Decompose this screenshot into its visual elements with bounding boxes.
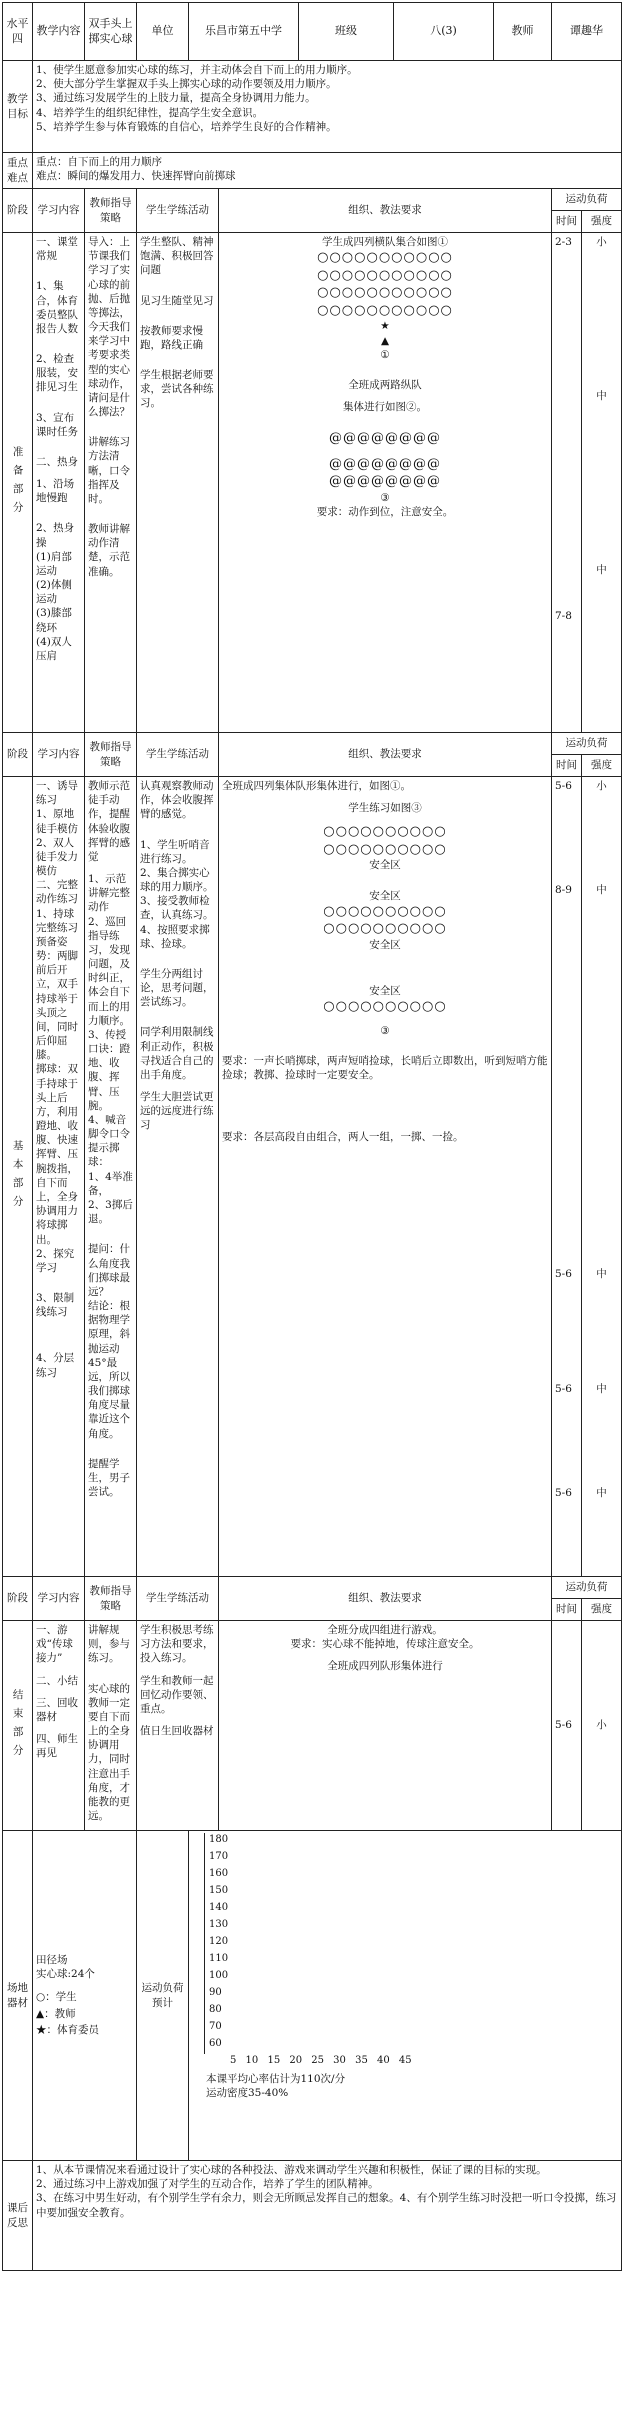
- end-teacher-item: 实心球的教师一定要自下而上的全身协调用力，同时注意出手角度，才能教的更远。: [88, 1682, 130, 1823]
- y-tick-label: 170: [209, 1851, 229, 1862]
- basic-requirement: 要求：一声长哨掷球，两声短哨捡球，长哨后立即数出，听到短哨方能捡球；教掷、捡球时一定要安全。: [222, 1054, 548, 1082]
- basic-formation-title2: 学生练习如图③: [348, 802, 422, 815]
- key-points: [33, 153, 622, 189]
- student-row: ○○○○○○○○○○○: [317, 250, 453, 266]
- col-load: 运动负荷: [552, 733, 622, 755]
- x-tick-label: 30: [333, 2055, 356, 2066]
- legend-teacher: ▲：教师: [36, 2007, 76, 2020]
- prep-formation-title: 学生成四列横队集合如图①: [322, 236, 448, 248]
- basic-teacher-item: 1、示范讲解完整动作: [88, 873, 130, 914]
- venue-item: 田径场: [36, 1954, 68, 1967]
- col-org: 组织、教法要求: [219, 733, 552, 777]
- prep-content-item: 2、热身操: [36, 522, 75, 549]
- time-value: 5-6: [555, 780, 572, 792]
- col-load: 运动负荷: [552, 1577, 622, 1599]
- basic-teacher-item: 2、3掷后退。: [88, 1198, 133, 1226]
- col-stage: 阶段: [3, 733, 33, 777]
- time-value: 8-9: [555, 884, 572, 897]
- figure-number: ③: [380, 1024, 390, 1037]
- basic-section: [3, 777, 622, 1577]
- col-intensity: 强度: [582, 211, 622, 233]
- basic-student-item: 学生分两组讨论，思考问题，尝试练习。: [140, 967, 214, 1009]
- prep-teacher-item: 导入：上节课我们学习了实心球的前抛、后抛等掷法，今天我们来学习中考要求类型的实心球动作，请问是什么掷法？: [88, 236, 130, 419]
- basic-times: [552, 777, 582, 1577]
- student-row: @@@@@@@@: [329, 431, 441, 447]
- content-value: 双手头上掷实心球: [85, 3, 137, 61]
- student-row: ○○○○○○○○○○: [323, 824, 447, 840]
- safe-zone-label: 安全区: [369, 859, 401, 872]
- prep-column-header-top: [3, 189, 622, 211]
- student-row: @@@@@@@@: [329, 474, 441, 490]
- y-tick-label: 70: [209, 2021, 222, 2032]
- basic-content-item: 掷球：双手持球于头上后方，利用蹬地、收腹、快速挥臂、压腕拨指，自下而上，全身协调用力将球掷出。: [36, 1063, 78, 1246]
- end-times: [552, 1621, 582, 1831]
- chart-summary: [206, 2072, 618, 2100]
- intensity-value: 小: [596, 236, 607, 248]
- exercise-density: 运动密度35-40%: [206, 2086, 289, 2099]
- end-org-line: 要求：实心球不能掉地，传球注意安全。: [290, 1638, 480, 1651]
- prep-section: [3, 233, 622, 733]
- teacher-value: 谭趣华: [552, 3, 622, 61]
- venue-items: [33, 1831, 137, 2161]
- difficult-point: 难点：瞬间的爆发用力、快速挥臂向前掷球: [36, 170, 236, 183]
- chart-x-axis: [230, 2054, 618, 2068]
- load-curve-chart: [189, 1831, 622, 2161]
- prep-content-item: (3)膝部绕环: [36, 607, 72, 634]
- col-time: 时间: [552, 755, 582, 777]
- end-student-item: 值日生回收器材: [140, 1725, 214, 1738]
- student-row: ○○○○○○○○○○: [323, 999, 447, 1015]
- basic-student-item: 认真观察教师动作，体会收腹挥臂的感觉。: [140, 780, 214, 821]
- basic-content: [33, 777, 85, 1577]
- unit-label: 单位: [137, 3, 189, 61]
- basic-teacher-item: 结论：根据物理学原理，斜抛运动45°最远，所以我们掷球角度尽量靠近这个角度。: [88, 1300, 130, 1440]
- student-row: ○○○○○○○○○○○: [317, 302, 453, 318]
- objective-item: 1、使学生愿意参加实心球的练习，并主动体会自下而上的用力顺序。: [36, 64, 358, 76]
- intensity-value: 中: [596, 564, 607, 577]
- y-tick-label: 90: [209, 1987, 222, 1998]
- intensity-value: 小: [596, 780, 607, 792]
- objectives-label: 教学目标: [3, 61, 33, 153]
- intensity-value: 中: [596, 1382, 607, 1395]
- prep-content-item: 1、沿场地慢跑: [36, 478, 75, 505]
- objective-item: 4、培养学生的组织纪律性，提高学生安全意识。: [36, 106, 264, 119]
- prep-student-item: 学生根据老师要求，尝试各种练习。: [140, 369, 214, 410]
- prep-content-item: (4)双人压肩: [36, 635, 72, 662]
- col-teacher: 教师指导策略: [85, 189, 137, 233]
- student-row: @@@@@@@@: [329, 456, 441, 472]
- venue-section: [3, 1831, 622, 2161]
- col-org: 组织、教法要求: [219, 189, 552, 233]
- end-section: [3, 1621, 622, 1831]
- col-student: 学生学练活动: [137, 189, 219, 233]
- end-content-item: 二、小结: [36, 1674, 78, 1687]
- legend-monitor: ★：体育委员: [36, 2023, 99, 2036]
- x-tick-label: 10: [245, 2055, 268, 2066]
- prep-student-item: 按教师要求慢跑，路线正确: [140, 324, 203, 351]
- y-tick-label: 80: [209, 2004, 222, 2015]
- objectives-list: [33, 61, 622, 153]
- basic-teacher-item: 提醒学生，男子尝试。: [88, 1457, 130, 1499]
- reflection-label: 课后反思: [3, 2161, 33, 2271]
- safe-zone-label: 安全区: [369, 889, 401, 902]
- legend-student: ○：学生: [36, 1991, 77, 2004]
- prep-content-item: 一、课堂常规: [36, 236, 78, 263]
- star-icon: ★: [380, 320, 390, 333]
- basic-teacher: [85, 777, 137, 1577]
- basic-intensity: [582, 777, 622, 1577]
- prep-formation-title2: 全班成两路纵队: [348, 378, 422, 391]
- time-value: 5-6: [555, 1382, 572, 1395]
- end-content: [33, 1621, 85, 1831]
- col-load: 运动负荷: [552, 189, 622, 211]
- col-stage: 阶段: [3, 1577, 33, 1621]
- student-row: ○○○○○○○○○○○: [317, 267, 453, 283]
- prep-student: [137, 233, 219, 733]
- end-org: [219, 1621, 552, 1831]
- basic-student-item: 学生大胆尝试更远的远度进行练习: [140, 1091, 214, 1132]
- y-tick-label: 100: [209, 1970, 229, 1981]
- basic-student-item: 同学利用限制线利正动作，积极寻找适合自己的出手角度。: [140, 1026, 214, 1081]
- x-tick-label: 45: [398, 2055, 412, 2066]
- y-tick-label: 130: [209, 1919, 229, 1930]
- intensity-value: 中: [596, 390, 607, 403]
- basic-column-header-top: [3, 733, 622, 755]
- end-content-item: 一、游戏“传球接力”: [36, 1624, 73, 1665]
- intensity-value: 中: [596, 1268, 607, 1281]
- end-content-item: 三、回收器材: [36, 1696, 78, 1723]
- time-value: 5-6: [555, 1486, 572, 1499]
- reflection-section: [3, 2161, 622, 2271]
- y-tick-label: 180: [209, 1834, 229, 1845]
- y-tick-label: 110: [209, 1953, 229, 1964]
- end-column-header-top: [3, 1577, 622, 1599]
- key-points-label: 重点难点: [3, 153, 33, 189]
- x-tick-label: 15: [267, 2055, 290, 2066]
- class-value: 八(3): [394, 3, 494, 61]
- col-content: 学习内容: [33, 733, 85, 777]
- triangle-icon: ▲: [380, 334, 390, 347]
- student-row: ○○○○○○○○○○○: [317, 285, 453, 301]
- safe-zone-label: 安全区: [369, 938, 401, 951]
- header-row: [3, 3, 622, 61]
- load-curve-label: 运动负荷预计: [137, 1831, 189, 2161]
- objective-item: 5、培养学生参与体育锻炼的自信心，培养学生良好的合作精神。: [36, 120, 337, 133]
- basic-content-item: 4、分层练习: [36, 1352, 75, 1379]
- basic-teacher-item: 教师示范徒手动作，提醒体验收腹挥臂的感觉: [88, 780, 130, 863]
- intensity-value: 小: [596, 1719, 607, 1732]
- time-value: 5-6: [555, 1719, 572, 1732]
- y-tick-label: 160: [209, 1868, 229, 1879]
- basic-formation-title: 全班成四列集体队形集体进行，如图①。: [222, 780, 411, 792]
- figure-number: ③: [380, 491, 390, 504]
- end-student: [137, 1621, 219, 1831]
- prep-requirement: 要求：动作到位，注意安全。: [316, 506, 454, 519]
- basic-teacher-item: 1、4举准备，: [88, 1170, 133, 1197]
- safe-zone-label: 安全区: [369, 985, 401, 998]
- prep-student-item: 见习生随堂见习: [140, 294, 214, 307]
- end-org-line: 全班成四列队形集体进行: [327, 1660, 443, 1673]
- y-tick-label: 120: [209, 1936, 229, 1947]
- prep-student-item: 学生整队、精神饱满、积极回答问题: [140, 236, 214, 277]
- y-tick-label: 60: [209, 2038, 222, 2049]
- basic-requirement: 要求：各层高段自由组合，两人一组，一掷、一捡。: [222, 1131, 464, 1144]
- student-row: ○○○○○○○○○○: [323, 841, 447, 857]
- avg-heart-rate: 本课平均心率估计为110次/分: [206, 2072, 346, 2085]
- col-time: 时间: [552, 211, 582, 233]
- student-row: ○○○○○○○○○○: [323, 921, 447, 937]
- col-org: 组织、教法要求: [219, 1577, 552, 1621]
- time-value: 2-3: [555, 236, 572, 248]
- prep-content: [33, 233, 85, 733]
- x-tick-label: 25: [311, 2055, 334, 2066]
- col-intensity: 强度: [582, 1599, 622, 1621]
- end-stage-label: 结束部分: [3, 1621, 33, 1831]
- reflection-item: 3、在练习中男生好动，有个别学生学有余力，则会无所顾忌发挥自己的想象。4、有个别学生练习时没把一听口令投掷，练习中要加强安全教育。: [36, 2192, 617, 2219]
- figure-number: ①: [380, 348, 390, 361]
- teacher-label: 教师: [494, 3, 552, 61]
- objectives-row: [3, 61, 622, 153]
- prep-content-item: (1)肩部运动: [36, 550, 72, 577]
- key-points-row: [3, 153, 622, 189]
- basic-student-item: 4、按照要求掷球、捡球。: [140, 923, 210, 950]
- col-intensity: 强度: [582, 755, 622, 777]
- end-intensity: [582, 1621, 622, 1831]
- prep-content-item: 1、集合，体育委员整队报告人数: [36, 280, 78, 335]
- content-label: 教学内容: [33, 3, 85, 61]
- col-student: 学生学练活动: [137, 733, 219, 777]
- basic-content-item: 一、诱导练习: [36, 780, 78, 807]
- x-tick-label: 40: [376, 2055, 399, 2066]
- col-content: 学习内容: [33, 1577, 85, 1621]
- basic-student-item: 2、集合掷实心球的用力顺序。: [140, 866, 214, 894]
- col-content: 学习内容: [33, 189, 85, 233]
- basic-student-item: 3、接受教师检查，认真练习。: [140, 895, 214, 922]
- basic-content-item: 2、探究学习: [36, 1247, 75, 1274]
- prep-content-item: 2、检查服装，安排见习生: [36, 353, 78, 394]
- end-student-item: 学生和教师一起回忆动作要领、重点。: [140, 1674, 214, 1715]
- prep-content-item: (2)体侧运动: [36, 579, 72, 606]
- col-time: 时间: [552, 1599, 582, 1621]
- venue-item: 实心球:24个: [36, 1968, 95, 1981]
- y-tick-label: 140: [209, 1902, 229, 1913]
- col-teacher: 教师指导策略: [85, 733, 137, 777]
- basic-student: [137, 777, 219, 1577]
- end-content-item: 四、师生再见: [36, 1733, 78, 1760]
- level-label: 水平四: [3, 3, 33, 61]
- prep-teacher: [85, 233, 137, 733]
- basic-teacher-item: 4、喊音脚令口令提示掷球：: [88, 1113, 130, 1169]
- intensity-value: 中: [596, 1486, 607, 1499]
- prep-content-item: 二、热身: [36, 455, 78, 468]
- school-name: 乐昌市第五中学: [189, 3, 299, 61]
- prep-content-item: 3、宣布课时任务: [36, 411, 78, 438]
- end-student-item: 学生积极思考练习方法和要求，投入练习。: [140, 1624, 214, 1665]
- prep-stage-label: 准备部分: [3, 233, 33, 733]
- basic-stage-label: 基本部分: [3, 777, 33, 1577]
- student-row: ○○○○○○○○○○: [323, 903, 447, 919]
- basic-student-item: 1、学生听哨音进行练习。: [140, 838, 210, 865]
- time-value: 7-8: [555, 610, 572, 623]
- basic-org: [219, 777, 552, 1577]
- reflection-item: 2、通过练习中上游戏加强了对学生的互动合作，培养了学生的团队精神。: [36, 2178, 379, 2191]
- key-point: 重点：自下而上的用力顺序: [36, 156, 162, 168]
- x-tick-label: 35: [355, 2055, 377, 2066]
- basic-teacher-item: 2、巡回指导练习，发现问题，及时纠正，体会自下而上的用力顺序。: [88, 915, 130, 1027]
- end-teacher-item: 讲解规则，参与练习。: [88, 1624, 130, 1665]
- reflection-item: 1、从本节课情况来看通过设计了实心球的各种投法、游戏来调动学生兴趣和积极性，保证了课的目标的实现。: [36, 2164, 547, 2176]
- basic-content-item: 1、持球完整练习: [36, 907, 78, 934]
- col-stage: 阶段: [3, 189, 33, 233]
- lesson-plan-document: [2, 2, 621, 2271]
- time-value: 5-6: [555, 1268, 572, 1281]
- reflection-list: [33, 2161, 622, 2271]
- venue-label: 场地器材: [3, 1831, 33, 2161]
- x-tick-label: 5: [230, 2055, 246, 2066]
- end-teacher: [85, 1621, 137, 1831]
- x-tick-label: 20: [289, 2055, 312, 2066]
- lesson-plan-table: [2, 2, 622, 2271]
- col-teacher: 教师指导策略: [85, 1577, 137, 1621]
- chart-y-axis: [204, 1833, 618, 2054]
- prep-teacher-item: 讲解练习方法清晰，口令指挥及时。: [88, 436, 130, 505]
- basic-teacher-item: 提问：什么角度我们掷球最远？: [88, 1243, 130, 1298]
- basic-content-item: 2、双人徒手发力模仿: [36, 836, 78, 878]
- basic-content-item: 预备姿势：两脚前后开立，双手持球举于头顶之间，同时后仰屈膝。: [36, 935, 78, 1062]
- prep-intensity: [582, 233, 622, 733]
- prep-times: [552, 233, 582, 733]
- prep-formation-title3: 集体进行如图②。: [343, 401, 427, 414]
- basic-content-item: 1、原地徒手模仿: [36, 808, 78, 835]
- class-label: 班级: [299, 3, 394, 61]
- objective-item: 3、通过练习发展学生的上肢力量，提高全身协调用力能力。: [36, 92, 316, 105]
- y-tick-label: 150: [209, 1885, 229, 1896]
- col-student: 学生学练活动: [137, 1577, 219, 1621]
- prep-org: [219, 233, 552, 733]
- prep-teacher-item: 教师讲解动作清楚，示范准确。: [88, 523, 130, 578]
- basic-content-item: 二、完整动作练习: [36, 879, 78, 906]
- objective-item: 2、使大部分学生掌握双手头上掷实心球的动作要领及用力顺序。: [36, 78, 337, 91]
- intensity-value: 中: [596, 884, 607, 897]
- basic-content-item: 3、限制线练习: [36, 1292, 75, 1319]
- basic-teacher-item: 3、传授口诀：蹬地、收腹、挥臂、压腕。: [88, 1028, 130, 1112]
- end-org-line: 全班分成四组进行游戏。: [327, 1624, 443, 1636]
